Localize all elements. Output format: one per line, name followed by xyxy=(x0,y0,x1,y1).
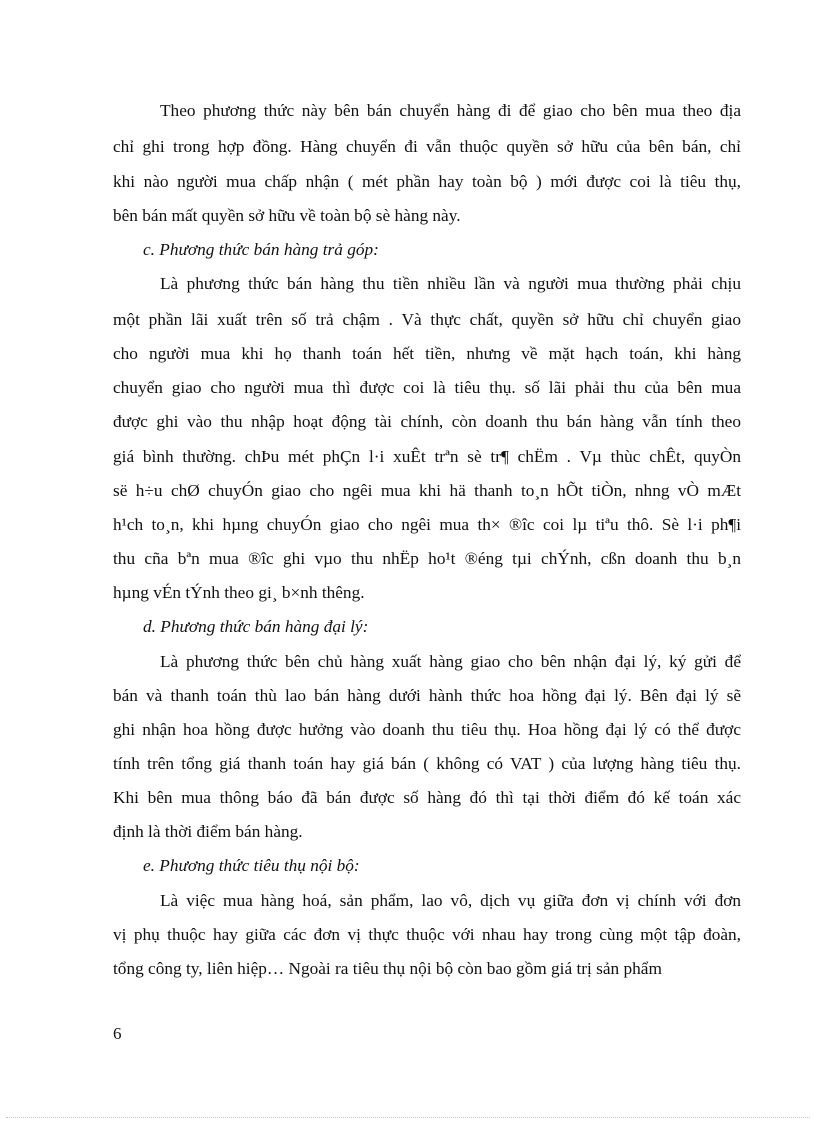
text-line: chỉ ghi trong hợp đồng. Hàng chuyển đi vẫn thuộc quyền sở hữu của bên bán, chỉ xyxy=(113,137,741,156)
footer-divider xyxy=(6,1117,810,1118)
section-heading-e: e. Phương thức tiêu thụ nội bộ: xyxy=(143,856,360,875)
text-line: chuyển giao cho người mua thì được coi là tiêu thụ. số lãi phải thu của bên mua xyxy=(113,378,741,397)
text-line: thu cña bªn mua ®îc ghi vµo thu nhËp ho¹t ®éng tµi chÝnh, cßn doanh thu b¸n xyxy=(113,549,741,568)
section-heading-d: d. Phương thức bán hàng đại lý: xyxy=(143,617,369,636)
text-line: Theo phương thức này bên bán chuyển hàng đi để giao cho bên mua theo địa xyxy=(160,101,741,120)
text-line: së h÷u chØ chuyÓn giao cho ngêi mua khi hä thanh to¸n hÕt tiÒn, nhng vÒ mÆt xyxy=(113,481,741,500)
section-heading-c: c. Phương thức bán hàng trả góp: xyxy=(143,240,379,259)
text-line: bán và thanh toán thù lao bán hàng dưới hành thức hoa hồng đại lý. Bên đại lý sẽ xyxy=(113,686,741,705)
text-line: một phần lãi xuất trên số trả chậm . Và thực chất, quyền sở hữu chỉ chuyển giao xyxy=(113,310,741,329)
text-line: tổng công ty, liên hiệp… Ngoài ra tiêu thụ nội bộ còn bao gồm giá trị sản phẩm xyxy=(113,959,662,978)
text-line: bên bán mất quyền sở hữu về toàn bộ sè hàng này. xyxy=(113,206,461,225)
text-line: khi nào người mua chấp nhận ( mét phần hay toàn bộ ) mới được coi là tiêu thụ, xyxy=(113,172,741,191)
text-line: Là phương thức bên chủ hàng xuất hàng giao cho bên nhận đại lý, ký gửi để xyxy=(160,652,741,671)
text-line: Là phương thức bán hàng thu tiền nhiều lần và người mua thường phải chịu xyxy=(160,274,741,293)
text-line: định là thời điểm bán hàng. xyxy=(113,822,303,841)
text-line: Là việc mua hàng hoá, sản phẩm, lao vô, dịch vụ giữa đơn vị chính với đơn xyxy=(160,891,741,910)
text-line: ghi nhận hoa hồng được hưởng vào doanh thu tiêu thụ. Hoa hồng đại lý có thể được xyxy=(113,720,741,739)
text-line: h¹ch to¸n, khi hµng chuyÓn giao cho ngêi mua th× ®îc coi lµ tiªu thô. Sè l·i ph¶i xyxy=(113,515,741,534)
text-line: vị phụ thuộc hay giữa các đơn vị thực thuộc với nhau hay trong cùng một tập đoàn, xyxy=(113,925,741,944)
text-line: cho người mua khi họ thanh toán hết tiền, nhưng về mặt hạch toán, khi hàng xyxy=(113,344,741,363)
text-line: Khi bên mua thông báo đã bán được số hàng đó thì tại thời điểm đó kế toán xác xyxy=(113,788,741,807)
text-line: được ghi vào thu nhập hoạt động tài chính, còn doanh thu bán hàng vẫn tính theo xyxy=(113,412,741,431)
text-line: giá bình thường. chÞu mét phÇn l·i xuÊt trªn sè tr¶ chËm . Vµ thùc chÊt, quyÒn xyxy=(113,447,741,466)
text-line: tính trên tổng giá thanh toán hay giá bán ( không có VAT ) của lượng hàng tiêu thụ. xyxy=(113,754,741,773)
page-number: 6 xyxy=(113,1024,122,1043)
text-line: hµng vÉn tÝnh theo gi¸ b×nh thêng. xyxy=(113,583,365,602)
